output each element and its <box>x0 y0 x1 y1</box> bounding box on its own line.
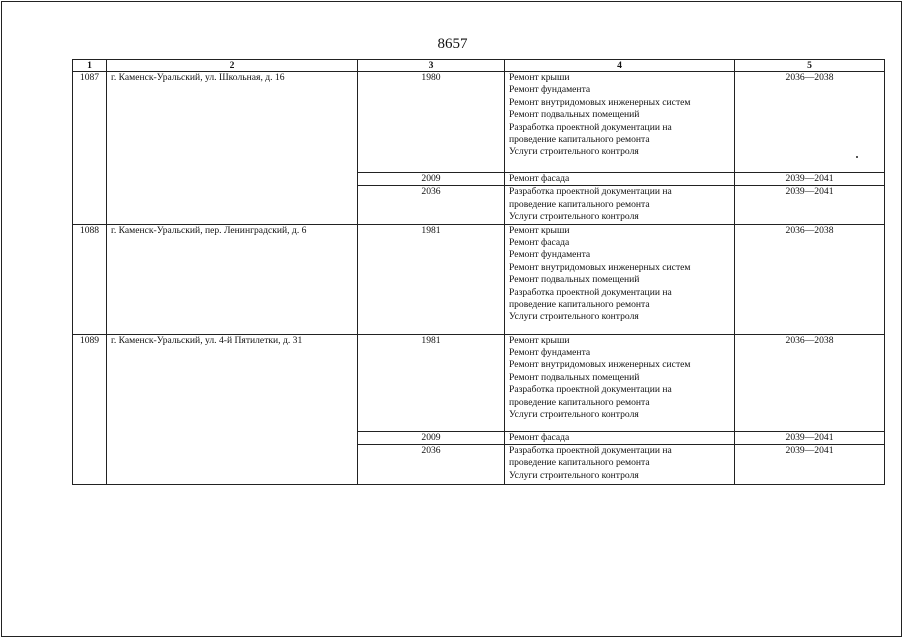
column-header: 2 <box>107 60 358 72</box>
year-cell: 1981 <box>358 224 505 334</box>
works-cell <box>505 72 735 173</box>
works-cell <box>505 186 735 224</box>
work-item: Разработка проектной документации на <box>509 121 672 133</box>
year-cell: 1980 <box>358 72 505 173</box>
work-item: Разработка проектной документации на <box>509 286 672 298</box>
work-item: Ремонт крыши <box>509 72 570 83</box>
work-item: Ремонт фасада <box>509 431 570 443</box>
work-item: Услуги строительного контроля <box>509 409 639 421</box>
table-row <box>73 334 885 431</box>
works-cell <box>505 173 735 186</box>
work-item: Ремонт внутридомовых инженерных систем <box>509 96 691 108</box>
table-row <box>73 224 885 334</box>
work-item: Ремонт подвальных помещений <box>509 274 640 286</box>
works-cell <box>505 224 735 334</box>
work-item: Услуги строительного контроля <box>509 146 639 158</box>
scan-speck <box>856 156 858 158</box>
year-cell: 2036 <box>358 445 505 485</box>
work-item: Разработка проектной документации на <box>509 186 672 198</box>
work-item: Услуги строительного контроля <box>509 211 639 223</box>
work-item: Ремонт фасада <box>509 237 570 249</box>
address-cell: г. Каменск-Уральский, ул. Школьная, д. 16 <box>107 72 358 225</box>
period-cell: 2036—2038 <box>735 72 885 173</box>
work-item: Ремонт подвальных помещений <box>509 371 640 383</box>
works-cell <box>505 334 735 431</box>
column-header: 4 <box>505 60 735 72</box>
period-cell: 2039—2041 <box>735 186 885 224</box>
page-number: 8657 <box>437 36 468 52</box>
work-item: Услуги строительного контроля <box>509 311 639 323</box>
work-item: Ремонт фасада <box>509 173 570 184</box>
year-cell: 2009 <box>358 431 505 444</box>
works-cell <box>505 445 735 485</box>
row-number: 1089 <box>73 334 107 484</box>
address-cell: г. Каменск-Уральский, ул. 4-й Пятилетки, д. 31 <box>107 334 358 484</box>
work-item: Ремонт внутридомовых инженерных систем <box>509 261 691 273</box>
work-item: проведение капитального ремонта <box>509 457 650 469</box>
period-cell: 2039—2041 <box>735 445 885 485</box>
column-header: 3 <box>358 60 505 72</box>
period-cell: 2036—2038 <box>735 334 885 431</box>
row-number: 1088 <box>73 224 107 334</box>
work-item: Ремонт фундамента <box>509 249 591 261</box>
work-item: Услуги строительного контроля <box>509 469 639 481</box>
work-item: проведение капитального ремонта <box>509 134 650 146</box>
row-number: 1087 <box>73 72 107 225</box>
work-item: проведение капитального ремонта <box>509 299 650 311</box>
period-cell: 2036—2038 <box>735 224 885 334</box>
work-item: Ремонт крыши <box>509 224 570 236</box>
work-item: Ремонт фундамента <box>509 347 591 359</box>
works-cell <box>505 431 735 444</box>
column-header: 5 <box>735 60 885 72</box>
work-item: Ремонт подвальных помещений <box>509 109 640 121</box>
header-row <box>73 60 885 72</box>
column-header: 1 <box>73 60 107 72</box>
work-item: Ремонт внутридомовых инженерных систем <box>509 359 691 371</box>
work-item: Ремонт фундамента <box>509 84 591 96</box>
work-item: Ремонт крыши <box>509 334 570 346</box>
period-cell: 2039—2041 <box>735 431 885 444</box>
year-cell: 2036 <box>358 186 505 224</box>
address-cell: г. Каменск-Уральский, пер. Ленинградский, д. 6 <box>107 224 358 334</box>
year-cell: 2009 <box>358 173 505 186</box>
table-row <box>73 72 885 173</box>
work-item: Разработка проектной документации на <box>509 384 672 396</box>
table-body <box>73 72 885 485</box>
work-item: Разработка проектной документации на <box>509 445 672 457</box>
year-cell: 1981 <box>358 334 505 431</box>
capital-repair-table <box>72 59 885 485</box>
work-item: проведение капитального ремонта <box>509 198 650 210</box>
period-cell: 2039—2041 <box>735 173 885 186</box>
work-item: проведение капитального ремонта <box>509 396 650 408</box>
